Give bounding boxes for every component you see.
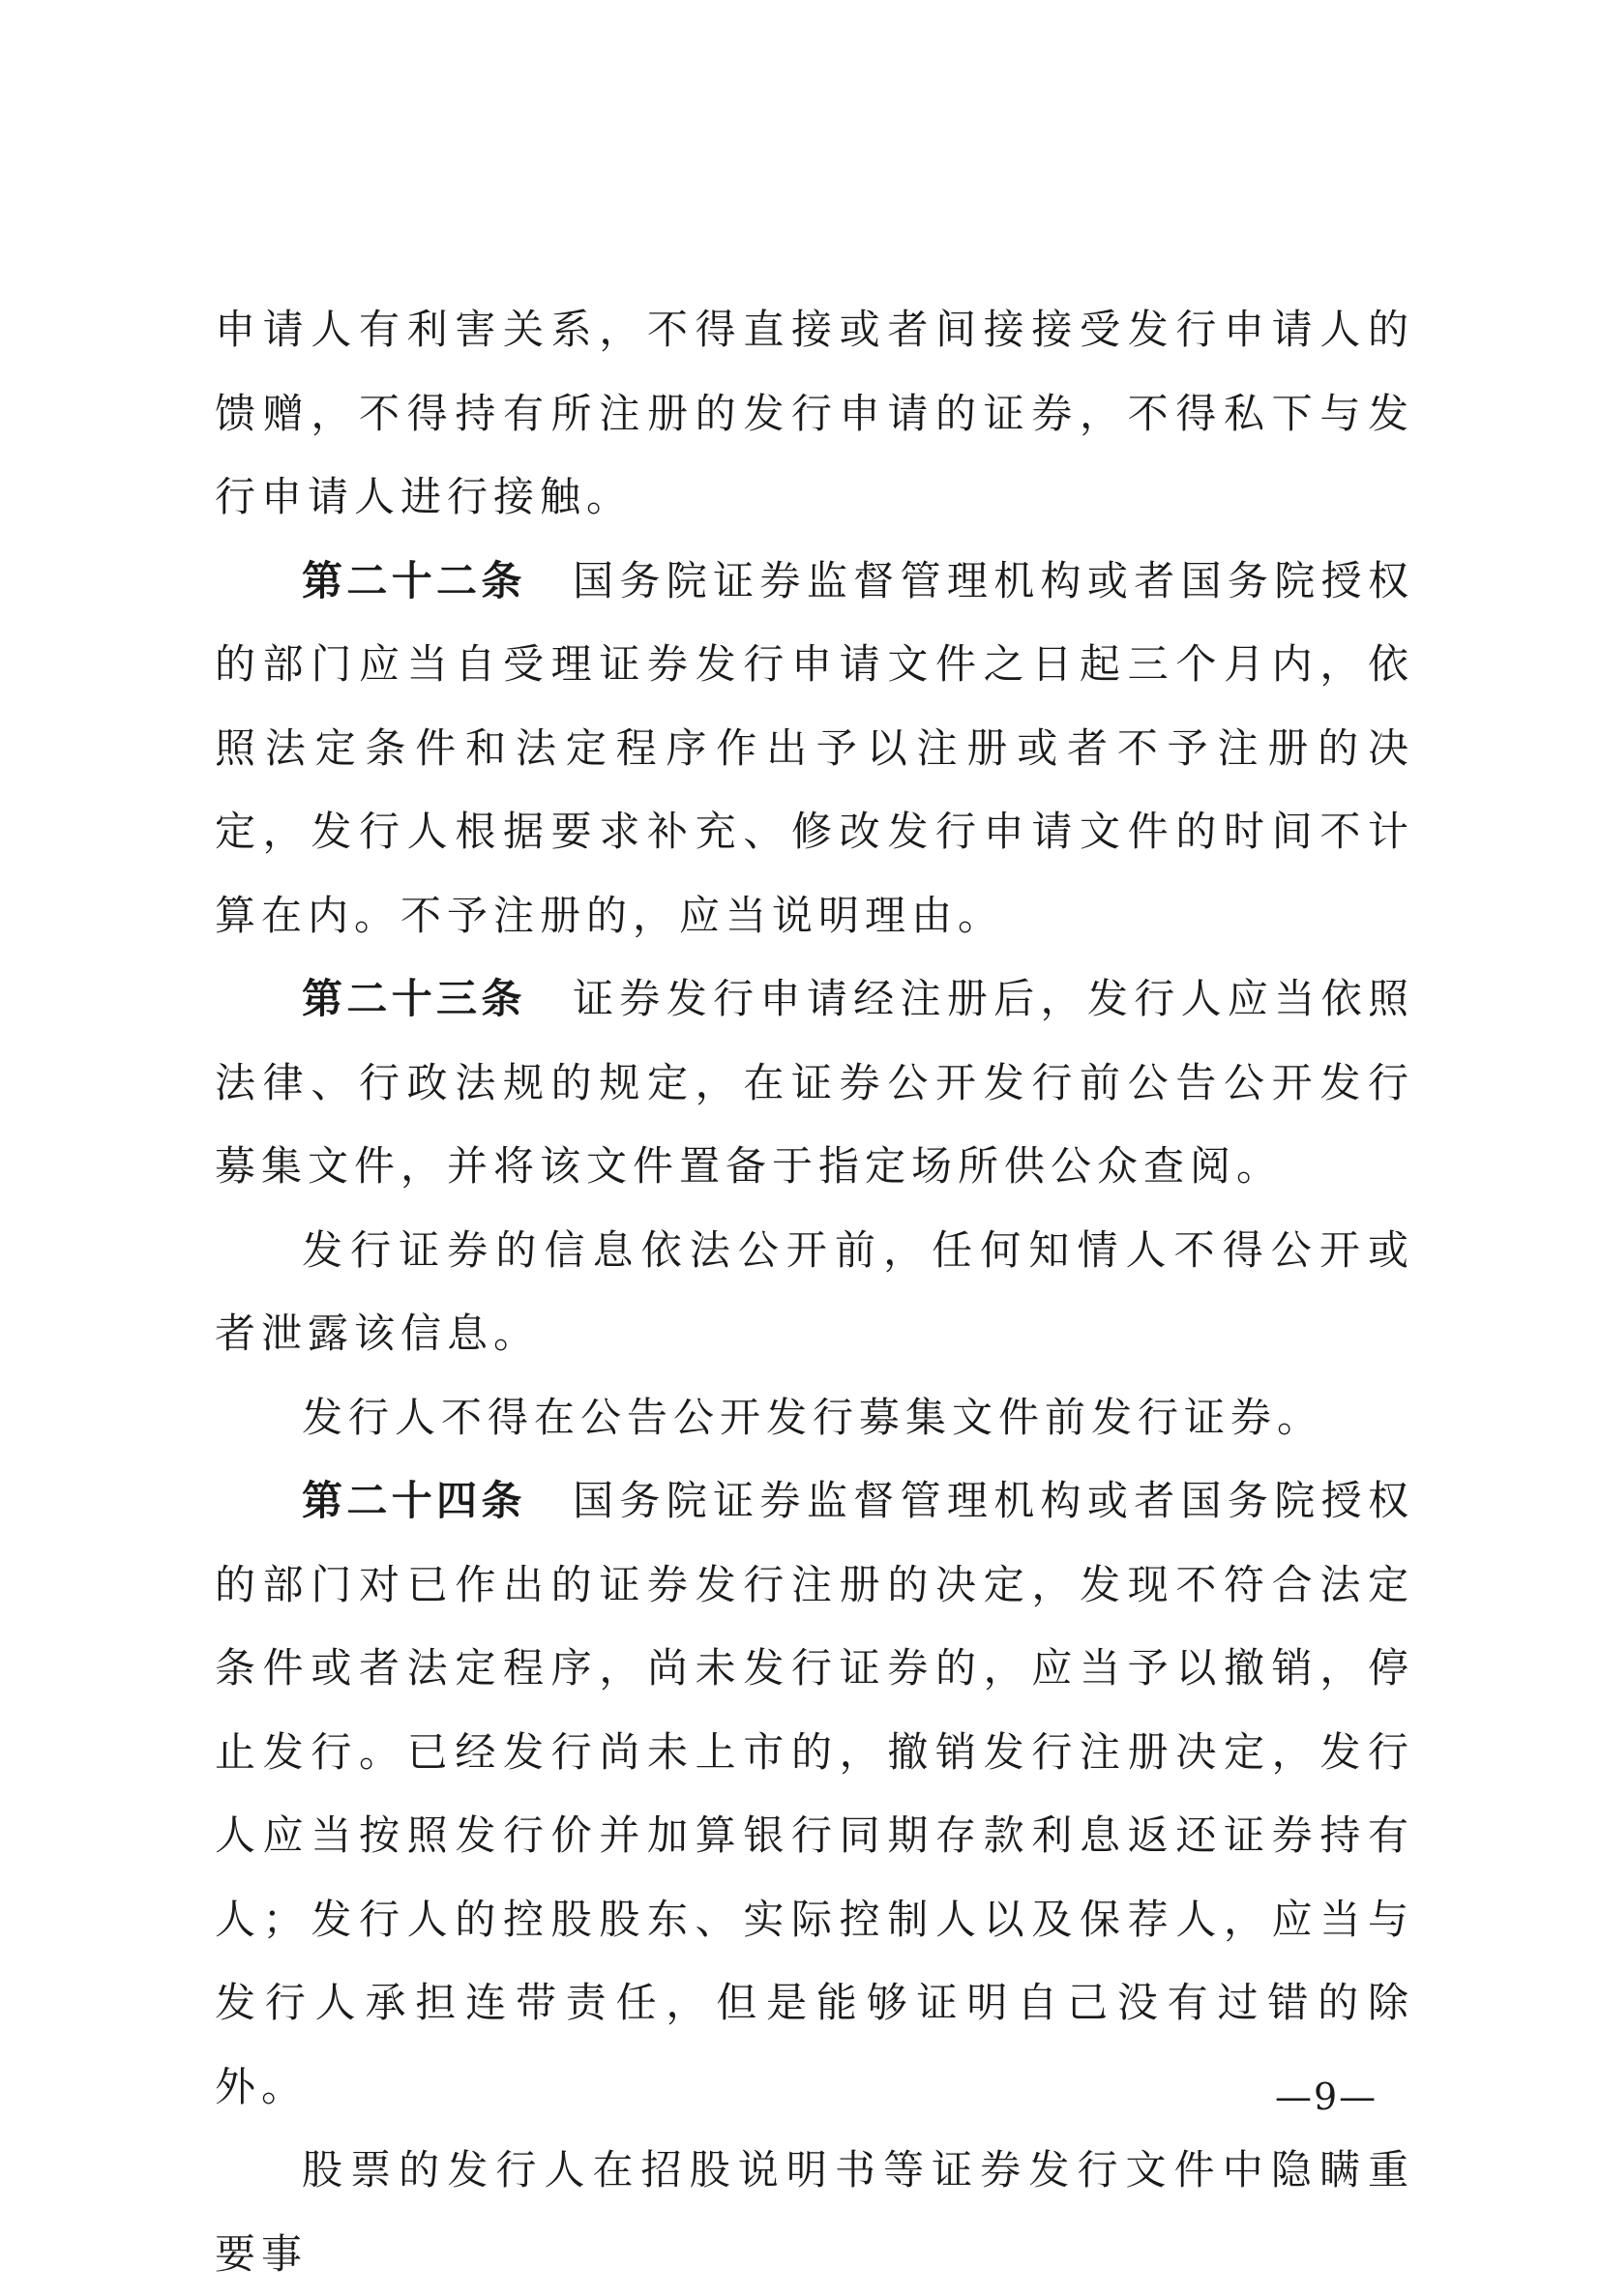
article-heading: 第二十二条 (302, 556, 526, 604)
article-heading: 第二十三条 (302, 975, 526, 1022)
paragraph-text: 国务院证券监督管理机构或者国务院授权的部门应当自受理证券发行申请文件之日起三个月内，依照法定条件和法定程序作出予以注册或者不予注册的决定，发行人根据要求补充、修改发行申请文件的时间不计算在内。不予注册的，应当说明理由。 (215, 556, 1414, 939)
body-text (215, 288, 1414, 2296)
paragraph-text: 证券发行申请经注册后，发行人应当依照法律、行政法规的规定，在证券公开发行前公告公开发行募集文件，并将该文件置备于指定场所供公众查阅。 (215, 975, 1414, 1190)
article-heading: 第二十四条 (302, 1477, 526, 1524)
paragraph-continuation (215, 288, 1414, 540)
paragraph-text: 国务院证券监督管理机构或者国务院授权的部门对已作出的证券发行注册的决定，发现不符合法定条件或者法定程序，尚未发行证券的，应当予以撤销，停止发行。已经发行尚未上市的，撤销发行注册决定，发行人应当按照发行价并加算银行同期存款利息返还证券持有人；发行人的控股股东、实际控制人以及保荐人，应当与发行人承担连带责任，但是能够证明自己没有过错的除外。 (215, 1477, 1414, 2110)
paragraph-text: 申请人有利害关系，不得直接或者间接接受发行申请人的馈赠，不得持有所注册的发行申请的证券，不得私下与发行申请人进行接触。 (215, 306, 1414, 520)
paragraph-text: 发行证券的信息依法公开前，任何知情人不得公开或者泄露该信息。 (215, 1225, 1414, 1357)
article-23 (215, 957, 1414, 1209)
article-23-clause-3 (215, 1376, 1414, 1460)
article-24 (215, 1459, 1414, 2129)
paragraph-text: 发行人不得在公告公开发行募集文件前发行证券。 (302, 1393, 1324, 1441)
paragraph-text: 股票的发行人在招股说明书等证券发行文件中隐瞒重要事 (215, 2146, 1414, 2278)
article-24-clause-2 (215, 2129, 1414, 2296)
article-22 (215, 540, 1414, 958)
page-number: —9— (1275, 2075, 1378, 2118)
article-23-clause-2 (215, 1209, 1414, 1376)
